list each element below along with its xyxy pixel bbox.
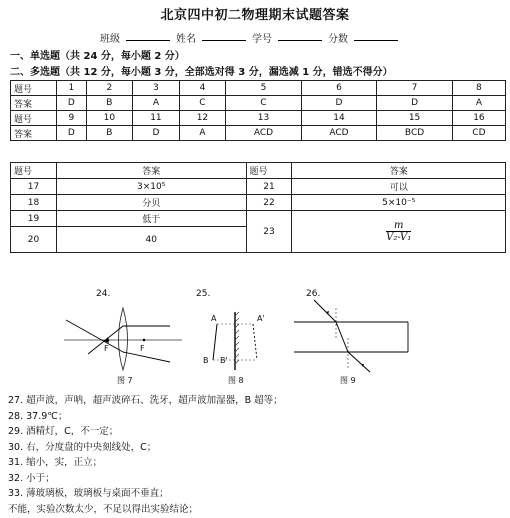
row-label: 答案 [11,126,57,141]
choice-answer-table [10,80,506,141]
table-row [11,195,506,211]
section-multi-choice: 二、多选题（共 12 分，每小题 3 分，全部选对得 3 分，漏选减 1 分，错选不得分） [10,67,393,78]
answer-line: 27. 超声波，声呐，超声波碎石、洗牙，超声波加湿器，B 超等； [8,395,283,406]
answer-cell: 低于 [56,211,246,227]
row-label: 答案 [11,96,57,111]
student-info-line [100,30,398,45]
answer-cell: 3×10⁵ [56,179,246,195]
figure-24-label-f-left: F [104,344,109,353]
answer-cell: D [133,126,180,141]
figure-24-number: 24. [96,289,111,299]
answer-cell: D [57,96,87,111]
question-number: 9 [57,111,87,126]
row-label: 题号 [11,111,57,126]
figure-25-label-a: A [211,314,217,323]
question-number: 17 [11,179,57,195]
question-number: 11 [133,111,180,126]
question-number: 7 [377,81,453,96]
question-number: 2 [86,81,133,96]
question-number: 18 [11,195,57,211]
score-label: 分数 [328,34,348,45]
header-cell: 答案 [56,163,246,179]
question-number-row [11,81,506,96]
answer-cell: D [301,96,377,111]
answer-line: 不能，实验次数太少，不足以得出实验结论； [8,503,199,515]
figure-24-label-f-right: F [140,344,145,353]
score-blank [354,30,398,41]
answer-cell: ACD [301,126,377,141]
answer-line: 29. 酒精灯，C，不一定； [8,426,119,437]
number-label: 学号 [252,34,272,45]
page-title: 北京四中初二物理期末试题答案 [160,8,350,23]
answer-cell: 可以 [292,179,506,195]
question-number: 14 [301,111,377,126]
question-number: 1 [57,81,87,96]
question-number: 12 [179,111,226,126]
header-cell: 题号 [246,163,292,179]
question-number: 5 [226,81,302,96]
header-cell: 答案 [292,163,506,179]
answer-cell: 分贝 [56,195,246,211]
answer-line: 28. 37.9℃； [8,410,68,422]
answer-cell: B [86,126,133,141]
answer-row [11,126,506,141]
answer-cell-fraction [292,211,506,253]
question-number: 3 [133,81,180,96]
figure-24-lens-diagram [58,300,188,372]
question-number: 20 [11,227,57,253]
answer-cell: D [57,126,87,141]
density-fraction [386,220,411,243]
answer-line: 30. 右，分度盘的中央刻线处，C； [8,441,157,453]
table-row [11,179,506,195]
question-number: 16 [452,111,505,126]
figure-25-number: 25. [196,289,211,299]
row-label: 题号 [11,81,57,96]
header-cell: 题号 [11,163,57,179]
figure-26-caption: 图 9 [340,376,356,385]
fill-table-header [11,163,506,179]
question-number: 10 [86,111,133,126]
answer-line: 32. 小于； [8,472,55,484]
question-number: 6 [301,81,377,96]
class-label: 班级 [100,34,120,45]
question-number: 13 [226,111,302,126]
answer-row [11,96,506,111]
question-number-row [11,111,506,126]
section-single-choice: 一、单选题（共 24 分，每小题 2 分） [10,51,185,62]
answer-cell: 5×10⁻⁵ [292,195,506,211]
answer-cell: D [377,96,453,111]
question-number: 21 [246,179,292,195]
number-blank [278,30,322,41]
answer-cell: B [86,96,133,111]
table-row [11,211,506,227]
question-number: 15 [377,111,453,126]
answer-cell: C [226,96,302,111]
figure-25-label-b-prime: B' [220,356,228,365]
answer-cell: BCD [377,126,453,141]
question-number: 19 [11,211,57,227]
class-blank [126,30,170,41]
figure-25-caption: 图 8 [228,376,244,385]
fraction-denominator: V₂-V₁ [386,232,412,243]
figure-26-refraction-diagram [290,298,430,374]
fill-answer-table [10,162,506,253]
answer-cell: A [133,96,180,111]
answer-cell: ACD [226,126,302,141]
name-label: 姓名 [176,34,196,45]
answer-cell: CD [452,126,505,141]
figure-25-label-a-prime: A' [257,314,265,323]
question-number: 22 [246,195,292,211]
fraction-numerator: m [386,220,411,232]
figure-25-label-b: B [203,356,209,365]
name-blank [202,30,246,41]
question-number: 23 [246,211,292,253]
answer-cell: C [179,96,226,111]
figure-24-caption: 图 7 [117,376,133,385]
question-number: 4 [179,81,226,96]
figure-26-number: 26. [306,289,321,299]
answer-line: 33. 薄玻璃板，玻璃板与桌面不垂直； [8,488,169,499]
answer-line: 31. 缩小，实，正立； [8,457,103,468]
question-number: 8 [452,81,505,96]
answer-cell: A [452,96,505,111]
answer-cell: A [179,126,226,141]
answer-cell: 40 [56,227,246,253]
